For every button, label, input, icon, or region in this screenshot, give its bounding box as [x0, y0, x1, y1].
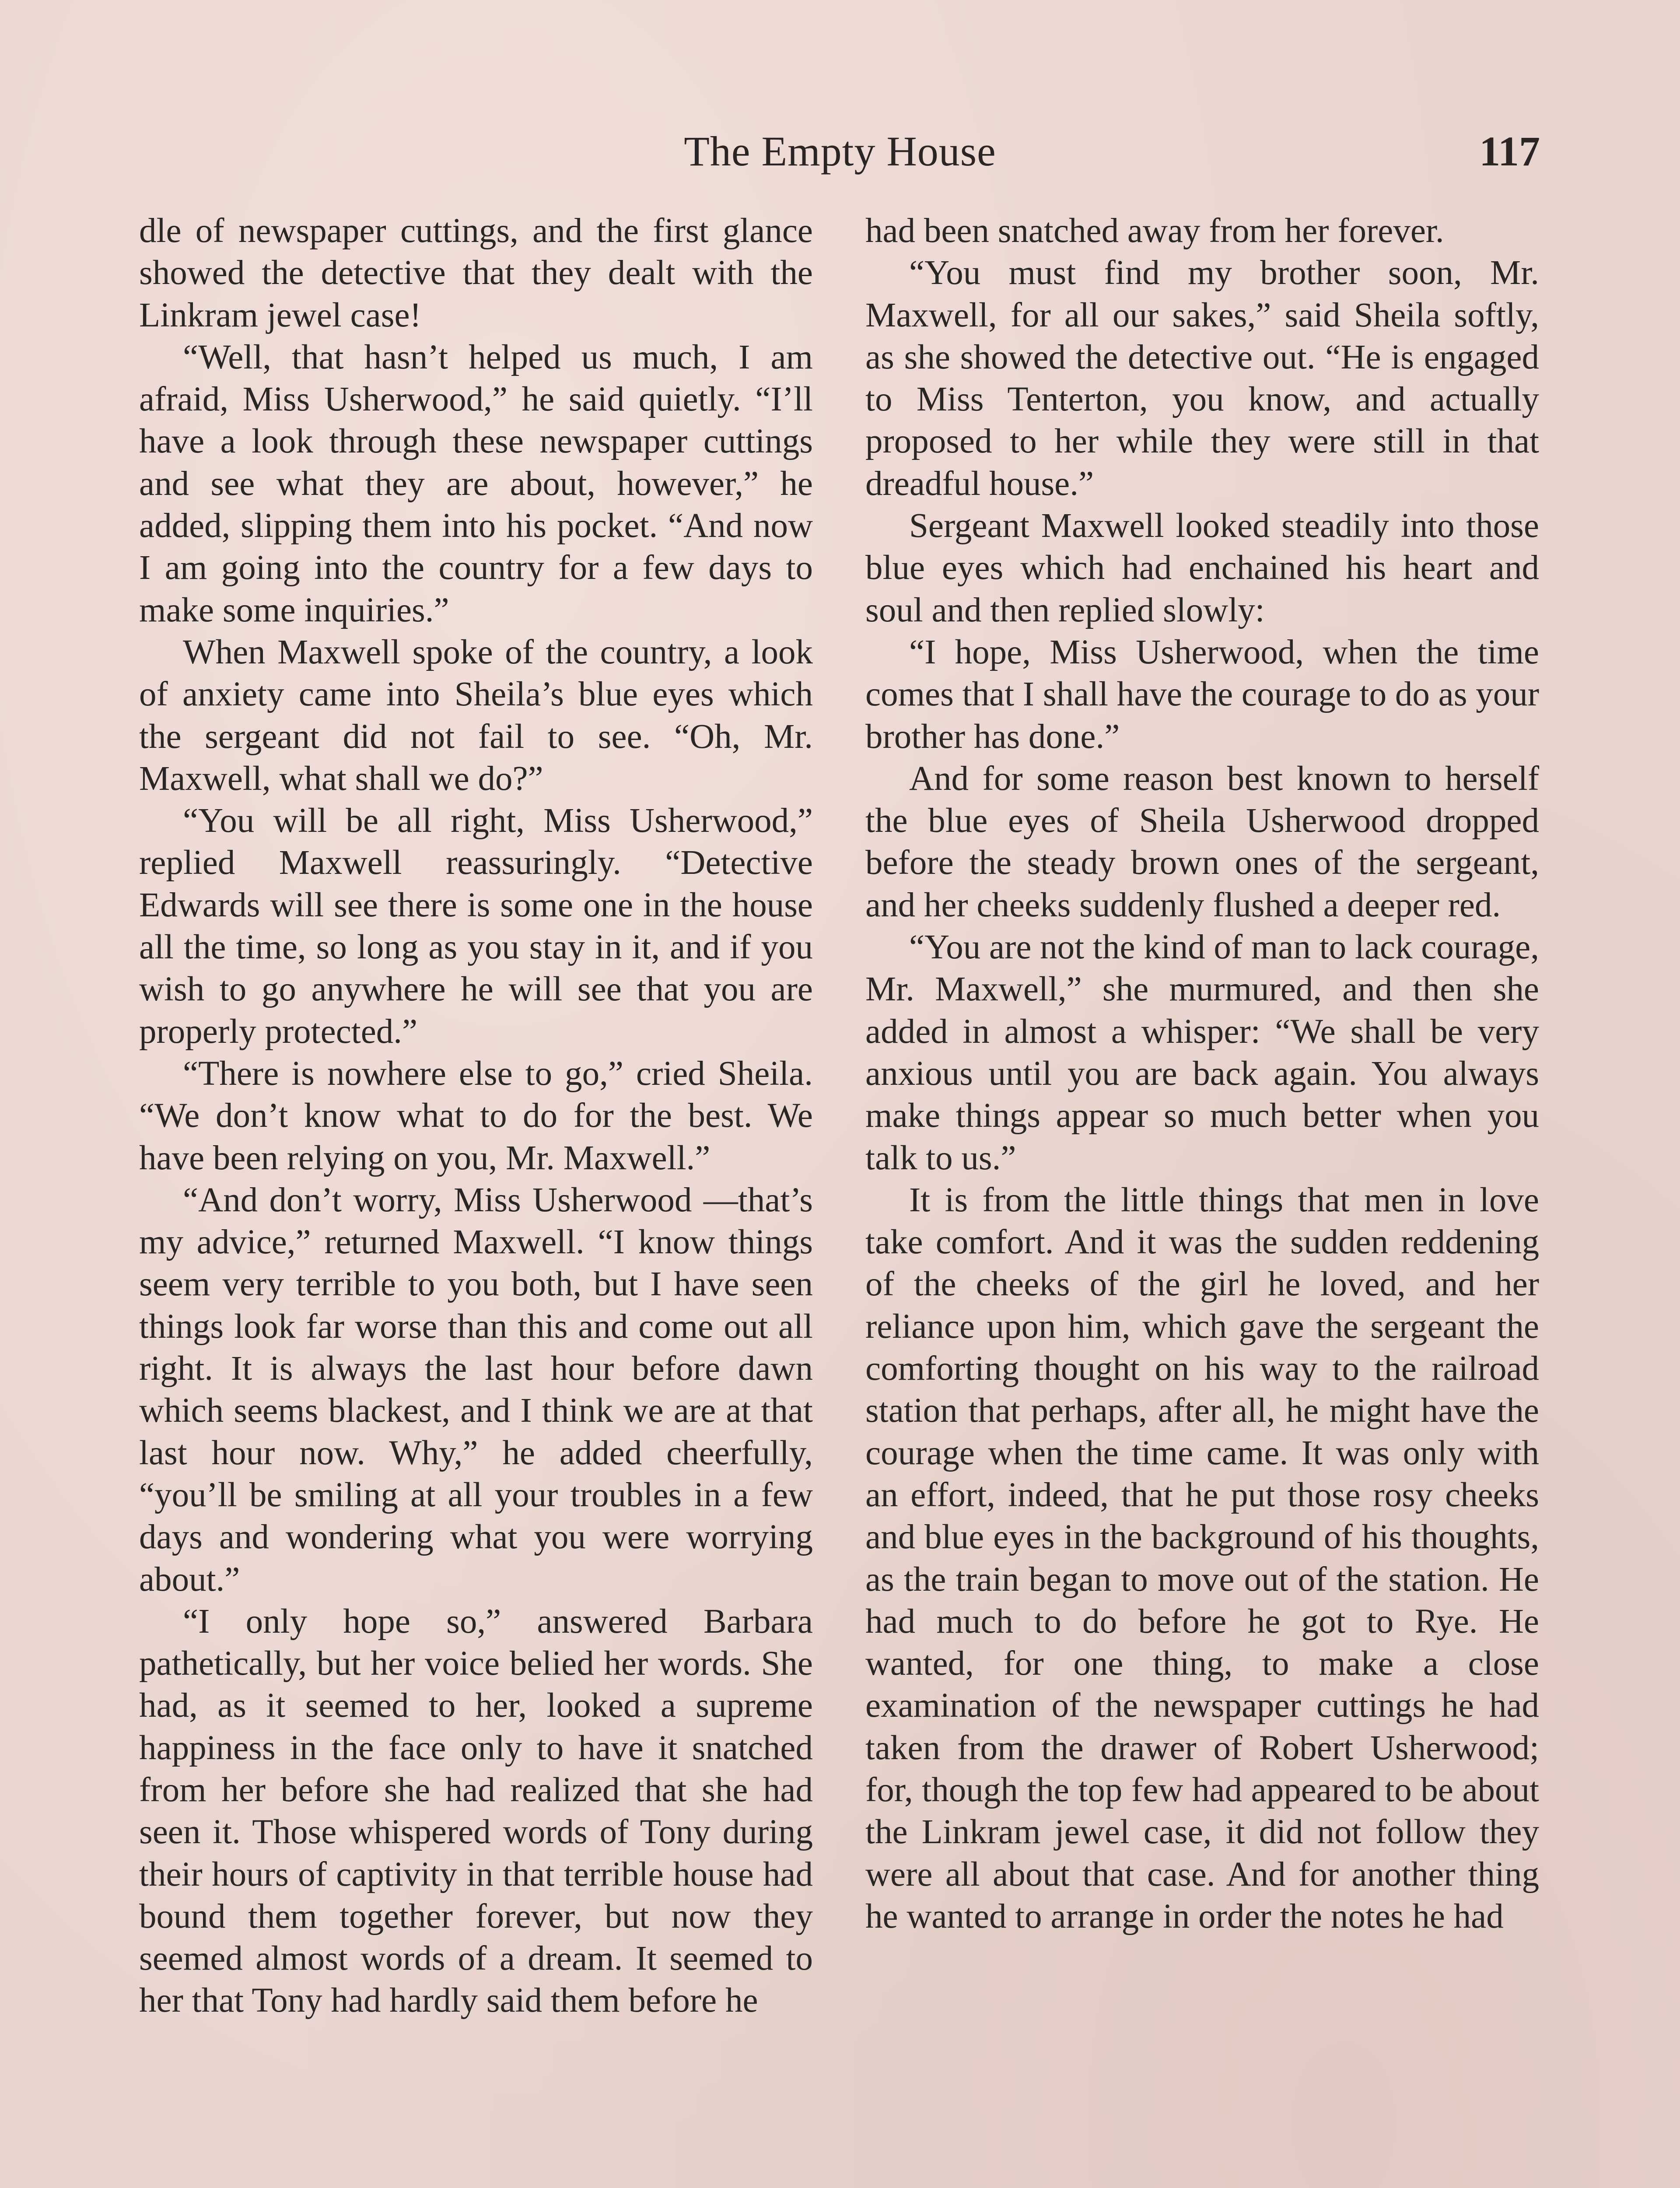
paragraph: It is from the little things that men in love take comfort. And it was the sudden reddening of the cheeks of the girl he loved, and her reliance upon him, which gave the sergeant the comforting thought on his way to the railroad station that perhaps, after all, he might have the courage when the time came. It was only with an effort, indeed, that he put those rosy cheeks and blue eyes in the background of his thoughts, as the train began to move out of the station. He had much to do before he got to Rye. He wanted, for one thing, to make a close examination of the newspaper cuttings he had taken from the drawer of Robert Usherwood; for, though the top few had appeared to be about the Linkram jewel case, it did not follow they were all about that case. And for another thing he wanted to arrange in order the notes he had: [865, 1181, 1539, 1936]
left-column: [139, 210, 813, 2188]
page-number: 117: [1479, 128, 1540, 175]
paragraph: “I hope, Miss Usherwood, when the time comes that I shall have the courage to do as your brother has done.”: [865, 633, 1539, 756]
paragraph: “You are not the kind of man to lack courage, Mr. Maxwell,” she murmured, and then she added in almost a whisper: “We shall be very anxious until you are back again. You always make things appear so much better when you talk to us.”: [865, 928, 1539, 1177]
page-header: [140, 127, 1540, 193]
right-column: [865, 210, 1539, 2188]
paragraph: “There is nowhere else to go,” cried Sheila. “We don’t know what to do for the best. We have been relying on you, Mr. Maxwell.”: [139, 1054, 813, 1177]
paragraph: dle of newspaper cuttings, and the first glance showed the detective that they dealt with the Linkram jewel case!: [139, 212, 813, 334]
paragraph: “You will be all right, Miss Usherwood,” replied Maxwell reassuringly. “Detective Edwards will see there is some one in the house all the time, so long as you stay in it, and if you wish to go anywhere he will see that you are properly protected.”: [139, 802, 813, 1051]
paragraph: And for some reason best known to herself the blue eyes of Sheila Usherwood dropped before the steady brown ones of the sergeant, and her cheeks suddenly flushed a deeper red.: [865, 759, 1539, 924]
running-title: The Empty House: [684, 128, 996, 175]
paragraph: had been snatched away from her forever.: [865, 212, 1444, 250]
paragraph: When Maxwell spoke of the country, a look of anxiety came into Sheila’s blue eyes which the sergeant did not fail to see. “Oh, Mr. Maxwell, what shall we do?”: [139, 633, 813, 798]
text-columns: [139, 210, 1539, 2188]
paragraph: “You must find my brother soon, Mr. Maxwell, for all our sakes,” said Sheila softly, as she showed the detective out. “He is engaged to Miss Tenterton, you know, and actually proposed to her while they were still in that dreadful house.”: [865, 254, 1539, 503]
paragraph: “Well, that hasn’t helped us much, I am afraid, Miss Usherwood,” he said quietly. “I’ll have a look through these newspaper cuttings and see what they are about, however,” he added, slipping them into his pocket. “And now I am going into the country for a few days to make some inquiries.”: [139, 338, 813, 629]
paragraph: Sergeant Maxwell looked steadily into those blue eyes which had enchained his heart and soul and then replied slowly:: [865, 507, 1539, 629]
paragraph: “I only hope so,” answered Barbara pathetically, but her voice belied her words. She had, as it seemed to her, looked a supreme happiness in the face only to have it snatched from her before she had realized that she had seen it. Those whispered words of Tony during their hours of captivity in that terrible house had bound them together forever, but now they seemed almost words of a dream. It seemed to her that Tony had hardly said them before he: [139, 1602, 813, 2020]
paragraph: “And don’t worry, Miss Usherwood —that’s my advice,” returned Maxwell. “I know things seem very terrible to you both, but I have seen things look far worse than this and come out all right. It is always the last hour before dawn which seems blackest, and I think we are at that last hour now. Why,” he added cheerfully, “you’ll be smiling at all your troubles in a few days and wondering what you were worrying about.”: [139, 1181, 813, 1599]
